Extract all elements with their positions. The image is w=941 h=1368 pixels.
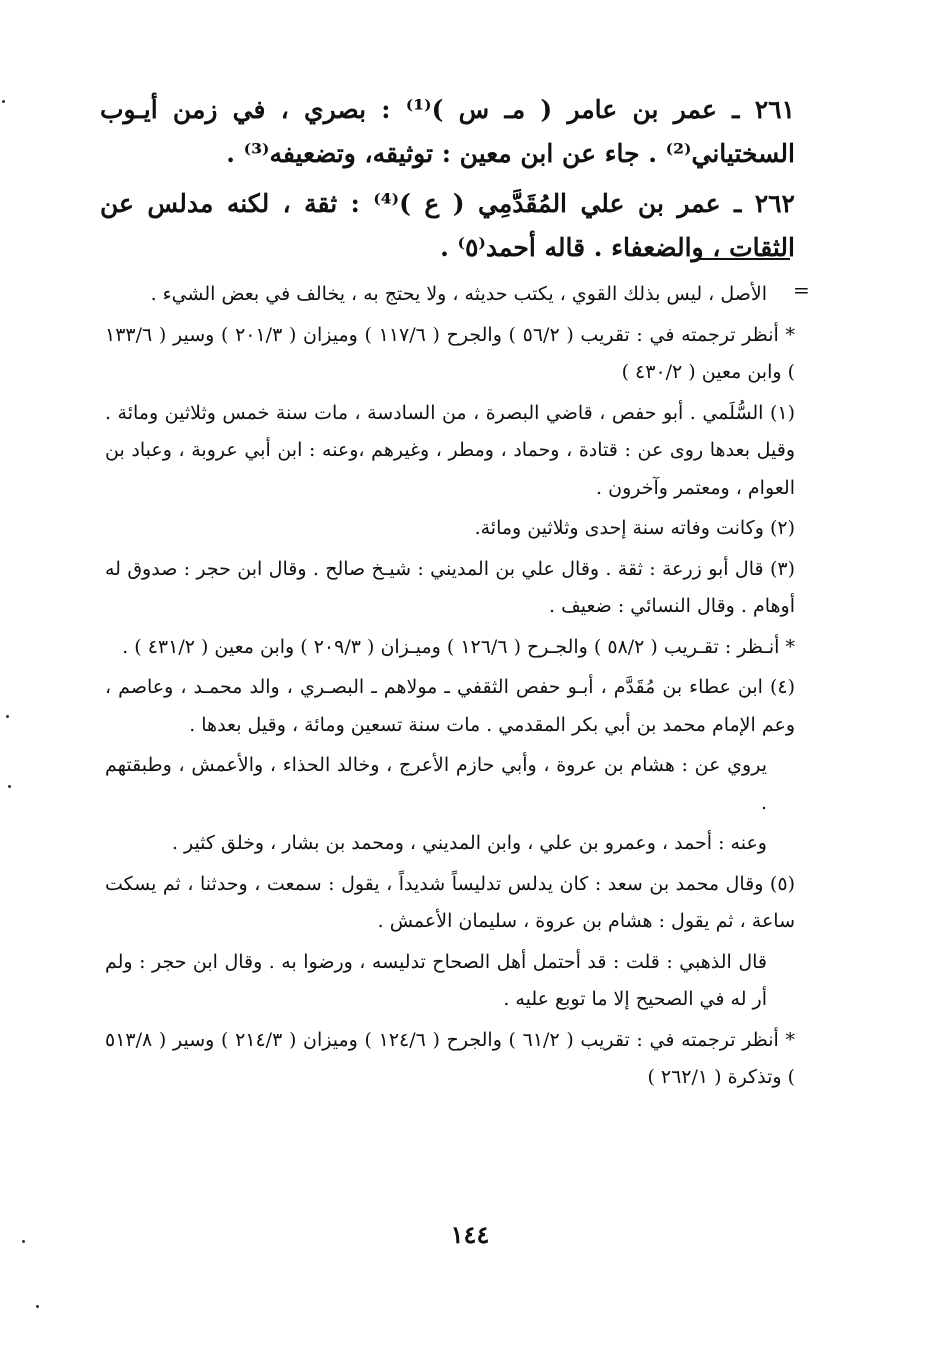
footnote-2: (٢) وكانت وفاته سنة إحدى وثلاثين ومائة. (474, 517, 795, 539)
main-text (100, 88, 795, 276)
footnote-separator (698, 258, 790, 260)
entry-261: ٢٦١ ـ عمر بن عامر ( مـ س )⁽¹⁾ : بصري ، في زمن أيـوب السختياني⁽²⁾ . جاء عن ابن معين : توثيقه، وتضعيفه⁽³⁾ . (100, 95, 795, 168)
footnote-ref: * أنـظر : تقـريب ( ٥٨/٢ ) والجـرح ( ١٢٦/٦ ) وميـزان ( ٢٠٩/٣ ) وابن معين ( ٤٣١/٢ ) . (122, 635, 795, 658)
footnote-5: (٥) وقال محمد بن سعد : كان يدلس تدليساً شديداً ، يقول : سمعت ، وحدثنا ، ثم يسكت ساعة ، ثم يقول : هشام بن عروة ، سليمان الأعمش . (105, 872, 795, 932)
scan-speck (36, 1305, 39, 1308)
footnote-1: (١) السُّلَمي . أبو حفص ، قاضي البصرة ، من السادسة ، مات سنة خمس وثلاثين ومائة . وقيل بعدها روى عن : قتادة ، وحماد ، ومطر ، وغيرهم ،وعنه : ابن أبي عروبة ، وعباد بن العوام ، ومعتمر وآخرون . (105, 401, 795, 499)
footnote-4-students: وعنه : أحمد ، وعمرو بن علي ، وابن المديني ، ومحمد بن بشار ، وخلق كثير . (171, 832, 767, 854)
footnote-ref: * أنظر ترجمته في : تقريب ( ٦١/٢ ) والجرح ( ١٢٤/٦ ) وميزان ( ٢١٤/٣ ) وسير ( ٥١٣/٨ ) وتذكرة ( ٢٦٢/١ ) (105, 1028, 795, 1088)
footnote-continued: الأصل ، ليس بذلك القوي ، يكتب حديثه ، ولا يحتج به ، يخالف في بعض الشيء . (150, 283, 767, 305)
footnote-4: (٤) ابن عطاء بن مُقَدَّم ، أبـو حفص الثقفي ـ مولاهم ـ البصـري ، والد محمـد ، وعاصم ، وعم الإمام محمد بن أبي بكر المقدمي . مات سنة تسعين ومائة ، وقيل بعدها . (105, 676, 795, 736)
scan-speck (2, 100, 5, 103)
page-number: ١٤٤ (450, 1220, 490, 1249)
scan-speck (8, 785, 11, 788)
scan-speck (6, 715, 9, 718)
continuation-mark: = (793, 278, 810, 302)
scan-speck (22, 1240, 25, 1243)
footnote-5-dhahabi: قال الذهبي : قلت : قد أحتمل أهل الصحاح تدليسه ، ورضوا به . وقال ابن حجر : ولم أر له في الصحيح إلا ما توبع عليه . (105, 950, 767, 1010)
footnote-3: (٣) قال أبو زرعة : ثقة . وقال علي بن المديني : شيـخ صالح . وقال ابن حجر : صدوق له أوهام . وقال النسائي : ضعيف . (105, 557, 795, 617)
footnote-ref: * أنظر ترجمته في : تقريب ( ٥٦/٢ ) والجرح ( ١١٧/٦ ) وميزان ( ٢٠١/٣ ) وسير ( ١٣٣/٦ ) وابن معين ( ٤٣٠/٢ ) (105, 323, 795, 383)
footnotes (105, 276, 795, 1100)
footnote-4-narrators: يروي عن : هشام بن عروة ، وأبي حازم الأعرج ، وخالد الحذاء ، والأعمش ، وطبقتهم . (105, 754, 767, 814)
entry-262: ٢٦٢ ـ عمر بن علي المُقَدَّمِي ( ع )⁽⁴⁾ : ثقة ، لكنه مدلس عن الثقات ، والضعفاء . قاله أحمد⁽٥⁾ . (100, 189, 795, 262)
